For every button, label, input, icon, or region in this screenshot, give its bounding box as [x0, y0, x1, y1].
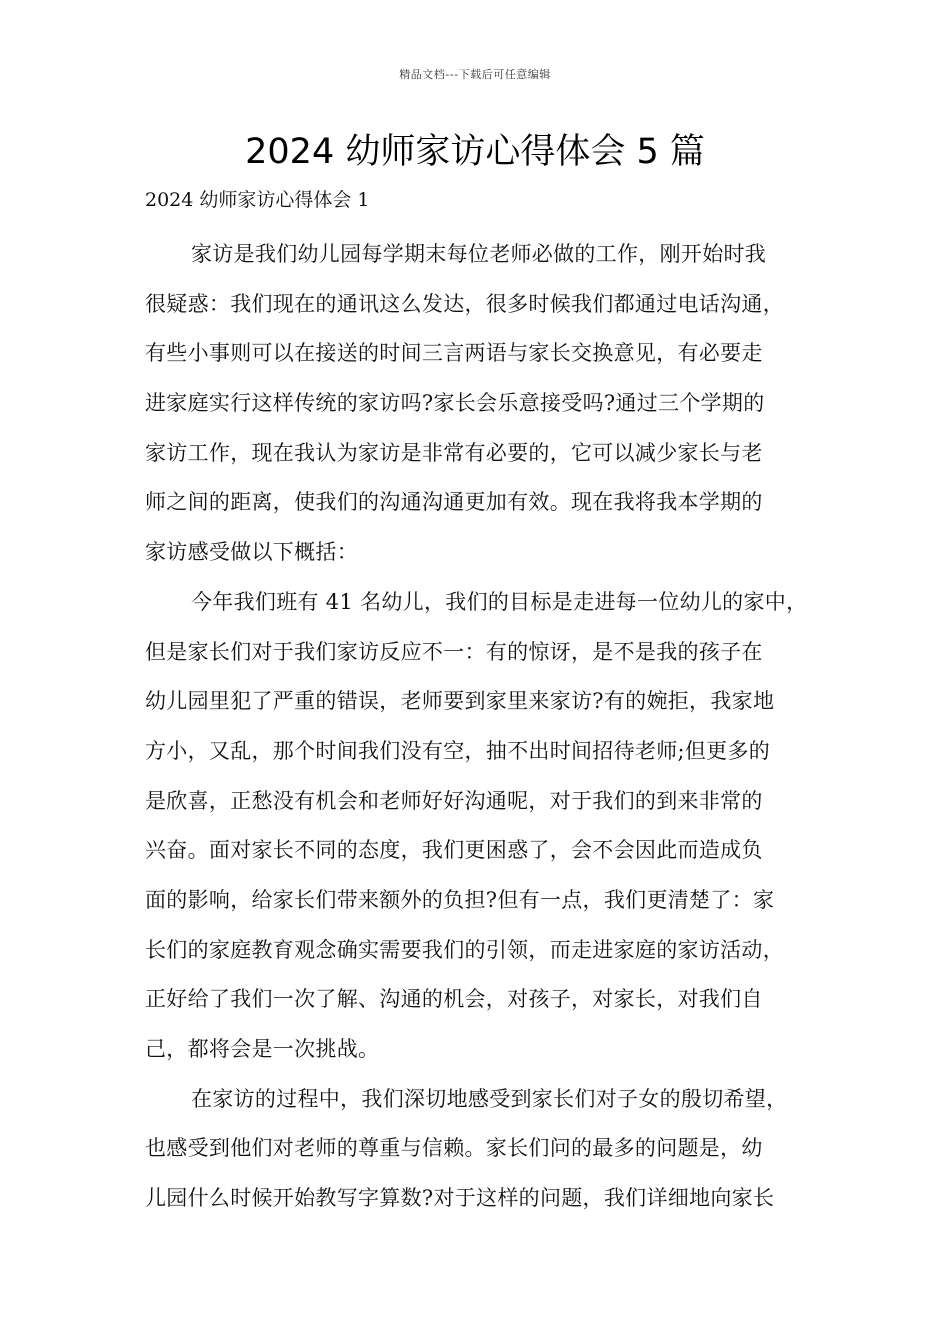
text-line: 方小，又乱，那个时间我们没有空，抽不出时间招待老师;但更多的: [145, 738, 771, 763]
text-line: 很疑惑：我们现在的通讯这么发达，很多时候我们都通过电话沟通，: [145, 291, 784, 316]
text-line: 但是家长们对于我们家访反应不一：有的惊讶，是不是我的孩子在: [145, 639, 763, 664]
text-line: 家访是我们幼儿园每学期末每位老师必做的工作，刚开始时我: [191, 242, 767, 266]
text-line: 面的影响，给家长们带来额外的负担?但有一点，我们更清楚了：家: [145, 887, 775, 912]
text-line: 也感受到他们对老师的尊重与信赖。家长们问的最多的问题是，幼: [145, 1136, 763, 1161]
text-line: 家访感受做以下概括：: [145, 540, 358, 565]
text-line: 正好给了我们一次了解、沟通的机会，对孩子，对家长，对我们自: [145, 987, 763, 1012]
document-title: 2024 幼师家访心得体会 5 篇: [245, 132, 705, 172]
text-line: 在家访的过程中，我们深切地感受到家长们对子女的殷切希望，: [191, 1086, 788, 1111]
text-line: 今年我们班有 41 名幼儿，我们的目标是走进每一位幼儿的家中，: [191, 589, 808, 614]
text-line: 己，都将会是一次挑战。: [145, 1037, 380, 1061]
body-text: [145, 230, 810, 1224]
section-title: 2024 幼师家访心得体会 1: [145, 189, 370, 211]
text-line: 家访工作，现在我认为家访是非常有必要的，它可以减少家长与老: [145, 440, 763, 465]
text-line: 有些小事则可以在接送的时间三言两语与家长交换意见，有必要走: [145, 341, 763, 366]
header-note: 精品文档---下载后可任意编辑: [399, 68, 551, 81]
text-line: 幼儿园里犯了严重的错误，老师要到家里来家访?有的婉拒，我家地: [145, 689, 775, 714]
text-line: 长们的家庭教育观念确实需要我们的引领，而走进家庭的家访活动，: [145, 937, 784, 962]
text-line: 进家庭实行这样传统的家访吗?家长会乐意接受吗?通过三个学期的: [145, 391, 765, 416]
text-line: 兴奋。面对家长不同的态度，我们更困惑了，会不会因此而造成负: [145, 838, 763, 863]
text-line: 师之间的距离，使我们的沟通沟通更加有效。现在我将我本学期的: [145, 490, 763, 515]
text-line: 是欣喜，正愁没有机会和老师好好沟通呢，对于我们的到来非常的: [145, 788, 763, 813]
text-line: 儿园什么时候开始教写字算数?对于这样的问题，我们详细地向家长: [145, 1186, 775, 1211]
